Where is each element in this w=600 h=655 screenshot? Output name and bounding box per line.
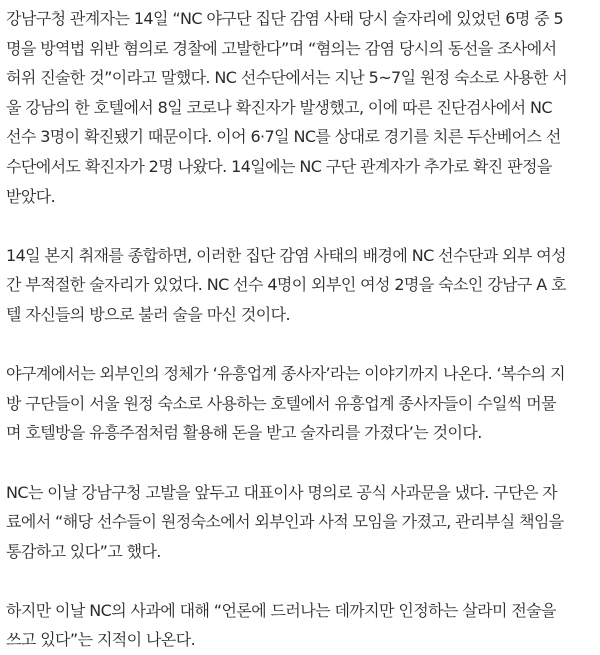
text-line: 하지만 이날 NC의 사과에 대해 “언론에 드러나는 데까지만 인정하는 살라미 전술을 bbox=[6, 600, 556, 620]
text-line: 통감하고 있다”고 했다. bbox=[6, 541, 161, 561]
text-line: 야구계에서는 외부인의 정체가 ‘유흥업계 종사자’라는 이야기까지 나온다. ‘복수의 지 bbox=[6, 364, 565, 384]
paragraph-4 bbox=[6, 478, 594, 567]
paragraph-3 bbox=[6, 359, 594, 448]
text-line: 텔 자신들의 방으로 불러 술을 마신 것이다. bbox=[6, 304, 290, 324]
text-line: 며 호텔방을 유흥주점처럼 활용해 돈을 받고 술자리를 가졌다’는 것이다. bbox=[6, 423, 482, 443]
text-line: 료에서 “해당 선수들이 원정숙소에서 외부인과 사적 모임을 가졌고, 관리부실 책임을 bbox=[6, 512, 564, 532]
text-line: 14일 본지 취재를 종합하면, 이러한 집단 감염 사태의 배경에 NC 선수단과 외부 여성 bbox=[6, 245, 566, 265]
text-line: 명을 방역법 위반 혐의로 경찰에 고발한다”며 “혐의는 감염 당시의 동선을 조사에서 bbox=[6, 38, 557, 58]
text-line: 쓰고 있다”는 지적이 나온다. bbox=[6, 630, 196, 650]
paragraph-spacer bbox=[6, 330, 594, 360]
text-line: 허위 진술한 것”이라고 말했다. NC 선수단에서는 지난 5~7일 원정 숙소로 사용한 서 bbox=[6, 68, 568, 88]
paragraph-5 bbox=[6, 596, 594, 655]
text-line: NC는 이날 강남구청 고발을 앞두고 대표이사 명의로 공식 사과문을 냈다. 구단은 자 bbox=[6, 482, 558, 502]
paragraph-spacer bbox=[6, 211, 594, 241]
article-body bbox=[6, 4, 594, 655]
text-line: 받았다. bbox=[6, 186, 56, 206]
paragraph-2 bbox=[6, 241, 594, 330]
paragraph-spacer bbox=[6, 566, 594, 596]
paragraph-spacer bbox=[6, 448, 594, 478]
paragraph-1 bbox=[6, 4, 594, 211]
text-line: 간 부적절한 술자리가 있었다. NC 선수 4명이 외부인 여성 2명을 숙소인 강남구 A 호 bbox=[6, 275, 566, 295]
text-line: 수단에서도 확진자가 2명 나왔다. 14일에는 NC 구단 관계자가 추가로 확진 판정을 bbox=[6, 156, 552, 176]
text-line: 방 구단들이 서울 원정 숙소로 사용하는 호텔에서 유흥업계 종사자들이 수일씩 머물 bbox=[6, 393, 556, 413]
text-line: 울 강남의 한 호텔에서 8일 코로나 확진자가 발생했고, 이에 따른 진단검사에서 NC bbox=[6, 97, 552, 117]
text-line: 선수 3명이 확진됐기 때문이다. 이어 6·7일 NC를 상대로 경기를 치른 두산베어스 선 bbox=[6, 127, 561, 147]
text-line: 강남구청 관계자는 14일 “NC 야구단 집단 감염 사태 당시 술자리에 있었던 6명 중 5 bbox=[6, 9, 564, 28]
